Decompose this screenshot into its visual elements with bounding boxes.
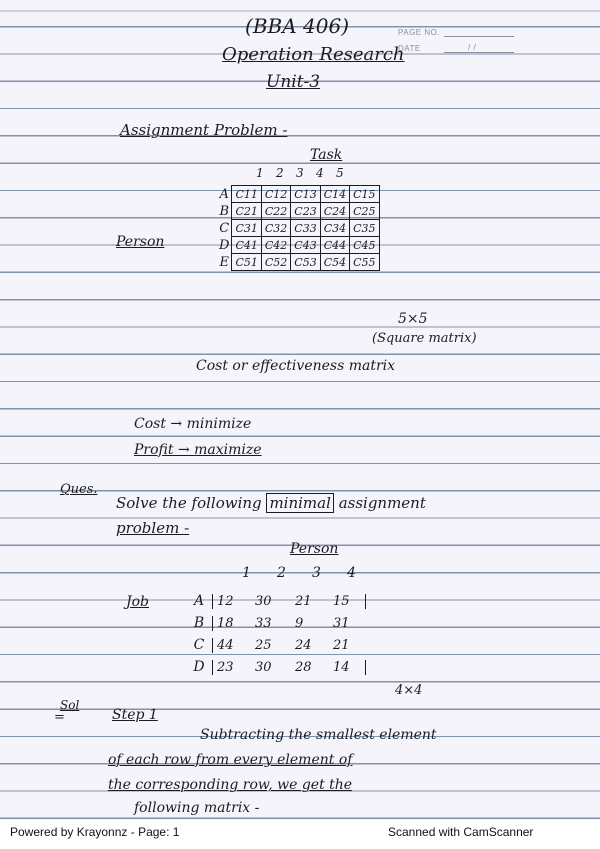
job-b-person-3: 9 [295, 615, 304, 631]
question-text-after: assignment [338, 494, 426, 512]
solution-line-4: following matrix - [134, 800, 260, 816]
task-col-1: 1 [256, 166, 264, 180]
job-c-person-2: 25 [255, 637, 272, 653]
cost-matrix-5x5 [216, 185, 380, 271]
boxed-word-minimal: minimal [266, 493, 333, 513]
cell-c13: C13 [291, 186, 320, 203]
course-code-heading: (BBA 406) [245, 14, 349, 38]
course-code: BBA 406 [252, 14, 342, 38]
job-row-d [186, 656, 366, 678]
job-label: Job [126, 594, 150, 610]
job-b-person-4: 31 [333, 615, 350, 631]
cell-c32: C32 [261, 220, 290, 237]
solution-marker: Sol [60, 698, 80, 712]
cell-c45: C45 [350, 237, 379, 254]
cell-c34: C34 [320, 220, 349, 237]
question-text-line2: problem - [116, 519, 190, 537]
task-col-3: 3 [296, 166, 304, 180]
solution-line-3: the corresponding row, we get the [108, 777, 353, 793]
job-c-person-4: 21 [333, 637, 350, 653]
job-a-person-3: 21 [295, 593, 312, 609]
question-marker: Ques. [60, 482, 98, 497]
page-no-line [444, 36, 514, 37]
question-col-3: 3 [312, 565, 321, 581]
cell-c14: C14 [320, 186, 349, 203]
question-text-before: Solve the following [116, 494, 262, 512]
cell-c25: C25 [350, 203, 379, 220]
job-b-person-2: 33 [255, 615, 272, 631]
job-row-label-d: D [193, 659, 205, 675]
job-a-person-2: 30 [255, 593, 272, 609]
job-row-label-b: B [193, 615, 205, 631]
row-label-e: E [219, 254, 229, 270]
job-d-person-2: 30 [255, 659, 272, 675]
step-1-label: Step 1 [112, 707, 158, 723]
cell-c33: C33 [291, 220, 320, 237]
job-row-label-c: C [193, 637, 205, 653]
cell-c12: C12 [261, 186, 290, 203]
cell-c41: C41 [232, 237, 261, 254]
person-label: Person [116, 234, 165, 250]
row-label-b: B [219, 203, 229, 219]
task-column-numbers [256, 166, 356, 180]
task-col-2: 2 [276, 166, 284, 180]
question-col-2: 2 [277, 565, 286, 581]
profit-maximize-line: Profit → maximize [134, 442, 262, 458]
camscanner-text: Scanned with CamScanner [388, 825, 534, 839]
cell-c21: C21 [232, 203, 261, 220]
matrix-row-b [216, 203, 379, 220]
powered-by-text: Powered by Krayonnz - Page: 1 [10, 825, 180, 839]
job-c-person-1: 44 [212, 638, 255, 653]
cell-c35: C35 [350, 220, 379, 237]
scan-footer [0, 820, 600, 849]
cost-minimize-line: Cost → minimize [134, 416, 252, 432]
cell-c51: C51 [232, 254, 261, 271]
cell-c11: C11 [232, 186, 261, 203]
cell-c15: C15 [350, 186, 379, 203]
question-text [116, 494, 426, 512]
date-line [444, 52, 514, 53]
page-no-label: PAGE NO. [398, 28, 441, 37]
task-col-4: 4 [316, 166, 324, 180]
row-label-a: A [219, 186, 229, 202]
job-a-person-4: 15 [333, 594, 366, 609]
matrix-row-c [216, 220, 379, 237]
job-row-c [186, 634, 366, 656]
cell-c42: C42 [261, 237, 290, 254]
matrix-row-d [216, 237, 379, 254]
job-row-a [186, 590, 366, 612]
cell-c23: C23 [291, 203, 320, 220]
cell-c31: C31 [232, 220, 261, 237]
date-label: DATE [398, 44, 421, 53]
job-c-person-3: 24 [295, 637, 312, 653]
cell-c44: C44 [320, 237, 349, 254]
task-col-5: 5 [336, 166, 344, 180]
job-d-person-3: 28 [295, 659, 312, 675]
cell-c52: C52 [261, 254, 290, 271]
row-label-d: D [219, 237, 230, 253]
top-margin-line [0, 10, 600, 12]
matrix-row-a [216, 186, 379, 203]
cell-c22: C22 [261, 203, 290, 220]
matrix-size-5x5: 5×5 [398, 311, 428, 327]
solution-line-2: of each row from every element of [108, 752, 353, 768]
cell-c53: C53 [291, 254, 320, 271]
assignment-problem-title: Assignment Problem - [120, 121, 288, 139]
job-d-person-1: 23 [212, 660, 255, 675]
job-person-matrix-4x4 [186, 590, 366, 678]
subject-heading: Operation Research [222, 44, 405, 65]
job-a-person-1: 12 [212, 594, 255, 609]
job-d-person-4: 14 [333, 660, 366, 675]
job-row-label-a: A [193, 593, 205, 609]
job-b-person-1: 18 [212, 616, 255, 631]
question-col-4: 4 [347, 565, 356, 581]
date-value: / / [468, 43, 477, 52]
cost-matrix-caption: Cost or effectiveness matrix [196, 358, 396, 374]
row-label-c: C [219, 220, 230, 236]
task-label: Task [310, 147, 343, 163]
solution-line-1: Subtracting the smallest element [200, 727, 437, 743]
cell-c43: C43 [291, 237, 320, 254]
question-col-1: 1 [242, 565, 251, 581]
square-matrix-note: (Square matrix) [372, 331, 477, 346]
cell-c54: C54 [320, 254, 349, 271]
solution-double-bar: = [54, 710, 65, 725]
question-column-numbers [242, 565, 382, 581]
question-person-label: Person [290, 541, 339, 557]
cell-c55: C55 [350, 254, 379, 271]
matrix-row-e [216, 254, 379, 271]
cell-c24: C24 [320, 203, 349, 220]
unit-heading: Unit-3 [266, 72, 321, 92]
matrix-size-4x4: 4×4 [395, 683, 423, 698]
job-row-b [186, 612, 366, 634]
